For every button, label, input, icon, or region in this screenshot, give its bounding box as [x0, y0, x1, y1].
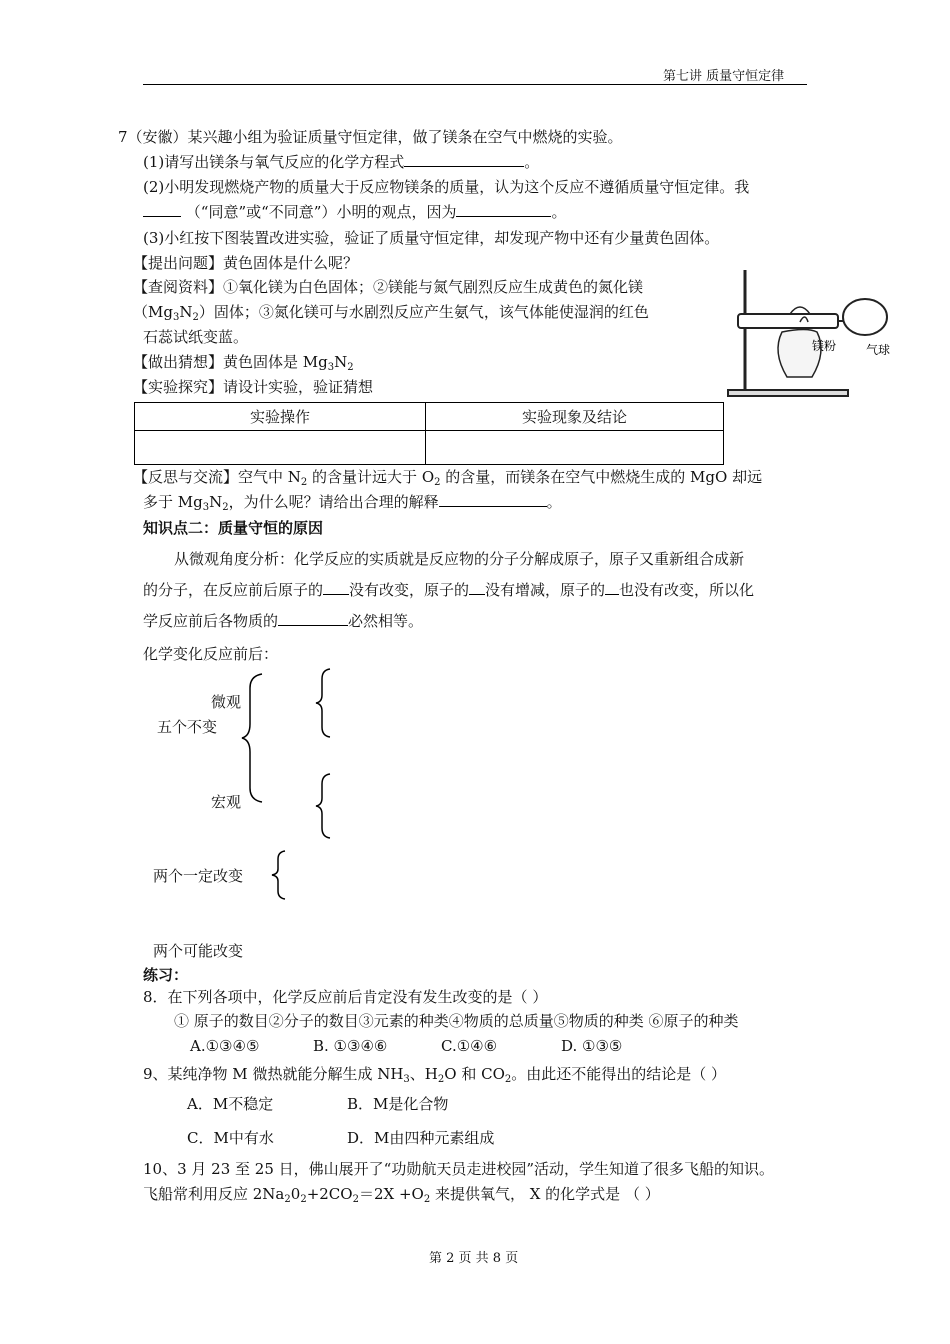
q8-option-d: D. ①③⑤ — [561, 1037, 623, 1055]
q9-option-d: D．M由四种元素组成 — [347, 1129, 495, 1147]
q7-explore: 【实验探究】请设计实验，验证猜想 — [133, 378, 374, 396]
q7-part2b-text: （“同意”或“不同意”）小明的观点，因为 — [185, 203, 457, 221]
line2-c: 没有增减，原子的 — [485, 581, 606, 599]
micro-label: 微观 — [211, 693, 242, 711]
q7-part2a: (2)小明发现燃烧产物的质量大于反应物镁条的质量，认为这个反应不遵循质量守恒定律。我 — [143, 178, 750, 196]
practice-title: 练习： — [143, 966, 189, 984]
q9-d: 。由此还不能得出的结论是（ ） — [511, 1065, 727, 1083]
change-label: 化学变化反应前后： — [143, 645, 279, 663]
answer-blank — [278, 611, 348, 626]
experiment-table — [134, 402, 724, 465]
q7-guess-b: N — [334, 353, 348, 371]
line2-b: 没有改变，原子的 — [349, 581, 470, 599]
reflect1-c: 的含量，而镁条在空气中燃烧生成的 MgO 却远 — [440, 468, 763, 486]
line3-b: 必然相等。 — [348, 612, 424, 630]
q7-ref3: 石蕊试纸变蓝。 — [143, 328, 249, 346]
q10-d: ＝2X +O — [358, 1185, 424, 1203]
q10-line2: 飞船常利用反应 $2Na_20_2+2CO_2=2X +O_2$ 来提供氧气， X 的化学式是 （ ） — [143, 1185, 660, 1205]
q7-ref2: $(Mg_3N_2)$固体；③氮化镁可与水剧烈反应产生氨气，该气体能使湿润的红色 — [133, 303, 649, 323]
page-number: 第 2 页 共 8 页 — [429, 1251, 519, 1266]
reflect2-c: ，为什么呢？请给出合理的解释 — [228, 493, 439, 511]
q9-option-c: C．M中有水 — [187, 1129, 274, 1147]
apparatus-figure — [720, 262, 910, 402]
q7-reflect1: 【反思与交流】空气中 $N_2$ 的含量计远大于 $O_2$ 的含量，而镁条在空气中燃烧生成的 MgO 却远 — [133, 468, 763, 488]
q7-ask: 【提出问题】黄色固体是什么呢？ — [133, 254, 359, 272]
q8-items: ① 原子的数目②分子的数目③元素的种类④物质的总质量⑤物质的种类 ⑥原子的种类 — [174, 1012, 739, 1030]
reflect2-b: N — [209, 493, 223, 511]
q8: 8．在下列各项中，化学反应前后肯定没有发生改变的是（ ） — [143, 988, 548, 1006]
q9-b: 、H — [409, 1065, 438, 1083]
q10-b: 飞船常利用反应 2Na — [143, 1185, 285, 1203]
q10-c: +2CO — [306, 1185, 353, 1203]
reflect1-b: 的含量计远大于 O — [307, 468, 435, 486]
q7-ref2-c: ）固体；③氮化镁可与水剧烈反应产生氨气，该气体能使湿润的红色 — [198, 303, 649, 321]
table-cell-result — [426, 431, 724, 465]
q9-a: 9、某纯净物 M 微热就能分解生成 NH — [143, 1065, 404, 1083]
q8-option-b: B. ①③④⑥ — [313, 1037, 388, 1055]
line3-a: 学反应前后各物质的 — [143, 612, 279, 630]
q7-guess: 【做出猜想】黄色固体是 $Mg_3N_2$ — [133, 353, 354, 373]
header-rule — [143, 84, 807, 85]
table-cell-operation — [135, 431, 426, 465]
q7-reflect2: 多于 $Mg_3N_2$，为什么呢？请给出合理的解释 。 — [143, 493, 562, 513]
balloon — [843, 299, 887, 335]
q7-part3: (3)小红按下图装置改进实验，验证了质量守恒定律，却发现产物中还有少量黄色固体。 — [143, 229, 720, 247]
q8-option-a: A.①③④⑤ — [190, 1037, 260, 1055]
magnesium-powder — [790, 307, 810, 314]
table-header-operation: 实验操作 — [135, 403, 426, 431]
answer-blank — [605, 580, 619, 595]
q7-guess-a: 【做出猜想】黄色固体是 Mg — [133, 353, 328, 371]
brace-five — [240, 672, 270, 812]
point2-title: 知识点二：质量守恒的原因 — [143, 519, 324, 537]
q9-option-a: A．M不稳定 — [187, 1095, 274, 1113]
two-may-label: 两个可能改变 — [153, 942, 244, 960]
two-must-label: 两个一定改变 — [153, 867, 244, 885]
q7-intro: 7（安徽）某兴趣小组为验证质量守恒定律，做了镁条在空气中燃烧的实验。 — [118, 128, 623, 146]
macro-label: 宏观 — [211, 793, 242, 811]
q10-line1: 10、3 月 23 至 25 日，佛山展开了“功勋航天员走进校园”活动，学生知道了很多飞船的知识。 — [143, 1160, 774, 1178]
label-balloon: 气球 — [866, 343, 891, 357]
q7-part1-text: (1)请写出镁条与氧气反应的化学方程式 — [143, 153, 405, 171]
table-header-result: 实验现象及结论 — [426, 403, 724, 431]
brace-two-must — [270, 849, 290, 901]
brace-micro — [314, 667, 336, 739]
q9-c: O 和 CO — [444, 1065, 505, 1083]
line2-d: 也没有改变，所以化 — [619, 581, 755, 599]
label-powder: 镁粉 — [812, 339, 837, 353]
line2-a: 的分子，在反应前后原子的 — [143, 581, 324, 599]
answer-blank — [469, 580, 485, 595]
reflect2-a: 多于 Mg — [143, 493, 203, 511]
five-label: 五个不变 — [157, 718, 218, 736]
answer-blank — [143, 202, 181, 217]
header-title: 第七讲 质量守恒定律 — [663, 69, 785, 84]
answer-blank — [323, 580, 349, 595]
q9-option-b: B．M是化合物 — [347, 1095, 449, 1113]
q8-option-c: C.①④⑥ — [441, 1037, 498, 1055]
q7-ref2-b: N — [179, 303, 193, 321]
q10-e: 来提供氧气， X 的化学式是 （ ） — [430, 1185, 660, 1203]
point2-line3 — [143, 611, 423, 631]
tube — [738, 314, 838, 328]
answer-blank — [439, 492, 547, 507]
brace-macro — [314, 772, 336, 840]
point2-line2 — [143, 580, 754, 600]
q7-ref1: 【查阅资料】①氧化镁为白色固体；②镁能与氮气剧烈反应生成黄色的氮化镁 — [133, 278, 644, 296]
q9: 9、某纯净物 M 微热就能分解生成 $NH_3$、$H_2O$ 和 $CO_2$。由此还不能得出的结论是（ ） — [143, 1065, 727, 1085]
stand-base — [728, 390, 848, 396]
point2-line1: 从微观角度分析：化学反应的实质就是反应物的分子分解成原子，原子又重新组合成新 — [174, 550, 745, 568]
answer-blank — [456, 202, 551, 217]
q7-part1: (1)请写出镁条与氧气反应的化学方程式 。 — [143, 153, 540, 171]
q7-part2b: （“同意”或“不同意”）小明的观点，因为 。 — [143, 202, 566, 222]
q7-ref2-a: （Mg — [133, 303, 173, 321]
reflect1-a: 【反思与交流】空气中 N — [133, 468, 301, 486]
answer-blank — [404, 152, 524, 167]
alcohol-lamp — [778, 330, 821, 378]
